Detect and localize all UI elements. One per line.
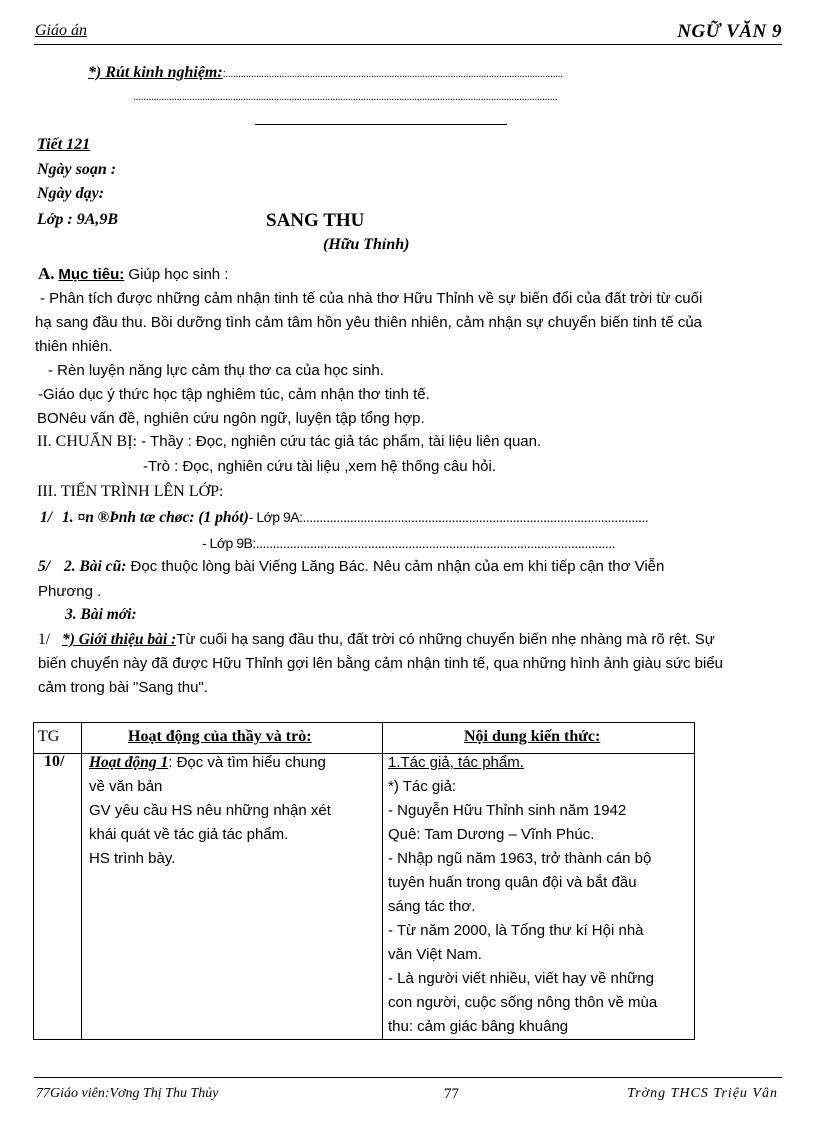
step-2-text-2: Phương .	[38, 583, 102, 600]
step-1-time: 1/	[40, 509, 53, 526]
section-a-line: thiên nhiên.	[35, 338, 113, 355]
header-left: Giáo án	[35, 22, 87, 39]
section-a-method: BONêu vấn đề, nghiên cứu ngôn ngữ, luyện tập tổng hợp.	[37, 410, 425, 427]
footer-divider	[34, 1077, 782, 1078]
step-2-time: 5/	[38, 558, 51, 575]
step-2-text: Đọc thuộc lòng bài Viếng Lăng Bác. Nêu cảm nhận của em khi tiếp cận thơ Viễn	[126, 558, 665, 575]
table-header-content: Nội dung kiến thức:	[464, 728, 601, 745]
content-line: tuyên huấn trong quân đội và bắt đầu	[388, 874, 637, 891]
lesson-author: (Hữu Thỉnh)	[323, 236, 410, 253]
step-1	[40, 509, 648, 527]
content-line: sáng tác thơ.	[388, 898, 476, 915]
section-iii-label: III. TIẾN TRÌNH LÊN LỚP:	[37, 483, 224, 500]
lop: Lớp : 9A,9B	[37, 211, 119, 228]
step-1-9a: - Lớp 9A:......................................................................................................	[248, 509, 649, 525]
table-header-activity: Hoạt động của thầy và trò:	[128, 728, 312, 745]
intro-line: biến chuyển này đã được Hữu Thỉnh gợi lên bằng cảm nhận tinh tế, qua những hình ảnh giàu sức biểu	[38, 655, 724, 672]
section-ii-teacher: - Thầy : Đọc, nghiên cứu tác giả tác phẩm, tài liệu liên quan.	[137, 433, 542, 450]
section-separator	[255, 124, 507, 125]
section-a-line: hạ sang đầu thu. Bồi dưỡng tình cảm tâm hồn yêu thiên nhiên, cảm nhận sự chuyển biến tinh tế của	[35, 314, 703, 331]
lesson-table	[33, 722, 695, 1040]
footer-left: 77Giáo viên:Vơng Thị Thu Thủy	[36, 1086, 219, 1101]
section-ii-label: II. CHUẨN BỊ:	[37, 433, 137, 450]
content-line: *) Tác giả:	[388, 778, 457, 795]
step-1-9b: - Lớp 9B:..........................................................................................................	[202, 535, 616, 551]
intro	[38, 631, 715, 649]
intro-label: *) Giới thiệu bài :	[61, 631, 177, 648]
step-1-label: 1. ¤n ®Þnh tæ chøc: (1 phót)	[61, 509, 249, 526]
activity-label: Hoạt động 1	[89, 754, 169, 771]
section-a-line: - Phân tích được những cảm nhận tinh tế của nhà thơ Hữu Thỉnh về sự biến đổi của đất trời từ cuối	[40, 290, 703, 307]
activity-line: khái quát về tác giả tác phẩm.	[89, 826, 289, 843]
section-a-heading	[38, 264, 228, 284]
step-2-label: 2. Bài cũ:	[63, 558, 127, 575]
step-2	[38, 558, 664, 576]
ngay-soan: Ngày soạn :	[37, 161, 117, 178]
section-a-skill: - Rèn luyện năng lực cảm thụ thơ ca của học sinh.	[48, 362, 384, 379]
content-line: văn Việt Nam.	[388, 946, 482, 963]
lesson-title: SANG THU	[266, 210, 365, 231]
section-a-prefix: A.	[38, 264, 55, 283]
footer-right: Trờng THCS Triệu Vân	[627, 1086, 778, 1101]
section-ii-student: -Trò : Đọc, nghiên cứu tài liệu ,xem hệ thống câu hỏi.	[143, 458, 497, 475]
header-divider	[34, 44, 782, 45]
intro-line: cảm trong bài "Sang thu".	[38, 679, 208, 696]
content-line: Quê: Tam Dương – Vĩnh Phúc.	[388, 826, 595, 843]
header-right: NGỮ VĂN 9	[677, 21, 782, 42]
section-a-label: Mục tiêu:	[58, 266, 125, 283]
ngay-day: Ngày dạy:	[37, 185, 105, 202]
table-col-divider	[382, 723, 383, 1039]
content-line: con người, cuộc sống nông thôn về mùa	[388, 994, 658, 1011]
rkn-label: *) Rút kinh nghiệm:	[88, 64, 223, 81]
section-ii	[37, 433, 541, 451]
table-time: 10/	[44, 753, 65, 770]
tiet-number: Tiết 121	[37, 136, 91, 153]
content-line: - Nhập ngũ năm 1963, trở thành cán bộ	[388, 850, 652, 867]
activity-line: về văn bản	[89, 778, 163, 795]
content-line: thu: cảm giác bâng khuâng	[388, 1018, 569, 1035]
rkn-dots-2: ......................................................................................................................................................................	[133, 91, 558, 103]
activity-line: GV yêu cầu HS nêu những nhận xét	[89, 802, 331, 819]
content-heading: 1.Tác giả, tác phẩm.	[388, 754, 524, 771]
rut-kinh-nghiem	[88, 64, 563, 82]
activity-first-line	[89, 754, 326, 772]
section-a-edu: -Giáo dục ý thức học tập nghiêm túc, cảm nhận thơ tinh tế.	[38, 386, 430, 403]
rkn-dots-1: :....................................................................................................................................	[222, 68, 563, 80]
content-line: - Từ năm 2000, là Tổng thư kí Hội nhà	[388, 922, 644, 939]
activity-line: : Đọc và tìm hiểu chung	[168, 754, 326, 771]
intro-line: Từ cuối hạ sang đầu thu, đất trời có những chuyển biến nhẹ nhàng mà rõ rệt. Sự	[176, 631, 715, 648]
activity-line: HS trình bày.	[89, 850, 176, 867]
footer-page-number: 77	[444, 1086, 459, 1102]
table-header-tg: TG	[38, 728, 60, 745]
step-3-label: 3. Bài mới:	[65, 606, 137, 623]
content-line: - Là người viết nhiều, viết hay về những	[388, 970, 654, 987]
content-line: - Nguyễn Hữu Thỉnh sinh năm 1942	[388, 802, 627, 819]
intro-time: 1/	[38, 631, 51, 648]
table-col-divider	[81, 723, 82, 1039]
section-a-intro: Giúp học sinh :	[124, 266, 229, 283]
